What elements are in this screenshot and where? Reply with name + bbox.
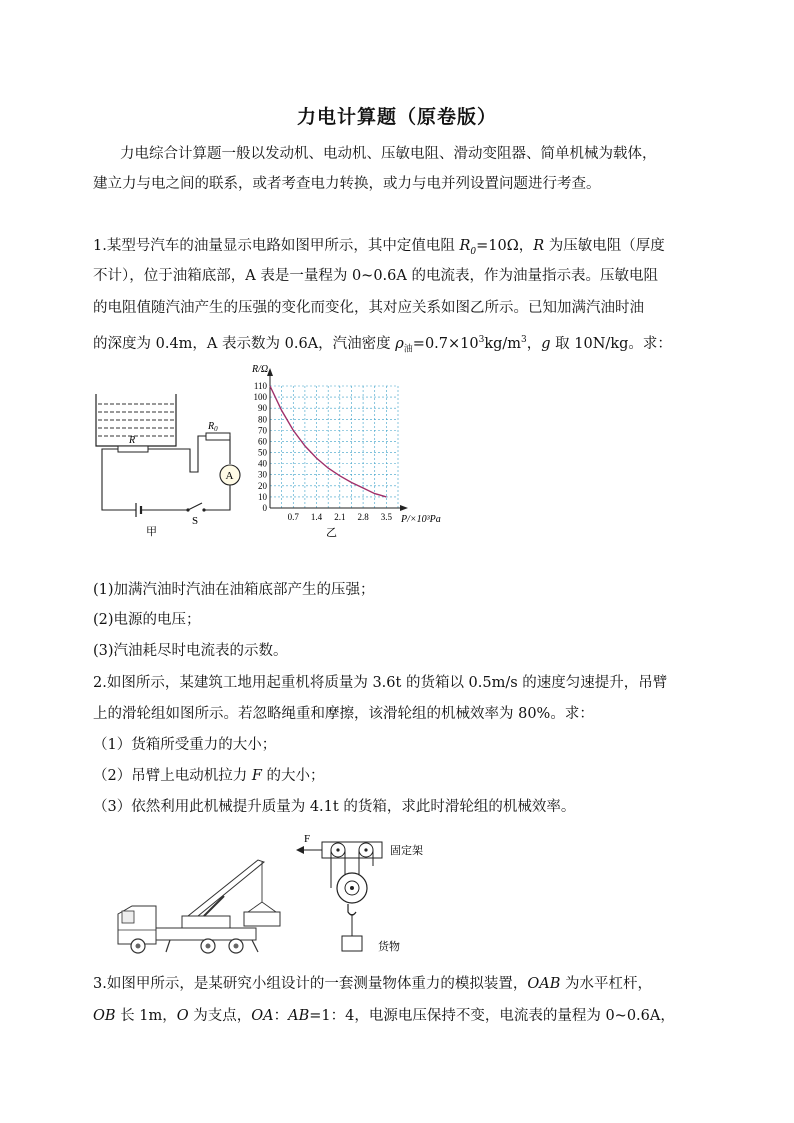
q3-ob-symbol: OB	[93, 1008, 116, 1024]
y-tick-label: 100	[253, 392, 267, 403]
x-tick-label: 3.5	[380, 512, 392, 522]
q3-text: 3.如图甲所示，是某研究小组设计的一套测量物体重力的模拟装置，	[93, 976, 528, 992]
q2-line-1: 2.如图所示，某建筑工地用起重机将质量为 3.6t 的货箱以 0.5m/s 的速度匀速提升，吊臂	[93, 675, 668, 691]
q1-line-2: 不计），位于油箱底部，A 表是一量程为 0~0.6A 的电流表，作为油量指示表。压敏电阻	[93, 268, 658, 284]
y-tick-label: 10	[258, 491, 267, 502]
q1-line-3: 的电阻值随汽油产生的压强的变化而变化，其对应关系如图乙所示。已知加满汽油时油	[93, 300, 644, 316]
q1-text: kg/m	[484, 335, 522, 352]
fixed-resistor	[206, 433, 230, 440]
q1-line-4	[93, 330, 703, 360]
r0-label: $R_0$	[208, 421, 218, 433]
q3-text: 为支点，	[188, 1008, 252, 1024]
q1-r0-symbol: R	[459, 238, 471, 254]
figure-jia-caption: 甲	[146, 526, 157, 538]
q1-text: ，	[526, 335, 542, 352]
cargo-box	[244, 912, 280, 926]
chart-axes	[267, 368, 408, 511]
q2-sub-2	[93, 766, 703, 786]
ammeter-label: A	[225, 470, 234, 482]
q2-f-symbol: F	[251, 768, 262, 784]
switch-icon	[188, 503, 202, 510]
pulley-figure	[294, 826, 424, 956]
switch-label: S	[192, 515, 199, 527]
q1-g-symbol: g	[541, 335, 551, 352]
q1-rho-sub: 油	[403, 344, 413, 355]
q3-line-2	[93, 1006, 703, 1026]
q1-sup: 3	[521, 335, 527, 345]
y-tick-label: 80	[258, 414, 267, 425]
q1-text: =10Ω，	[476, 238, 534, 254]
x-tick-label: 2.1	[334, 512, 346, 522]
crane-boom	[188, 860, 264, 916]
intro-line-1: 力电综合计算题一般以发动机、电动机、压敏电阻、滑动变阻器、简单机械为载体，	[120, 146, 657, 162]
intro-line-2: 建立力与电之间的联系，或者考查电力转换，或力与电并列设置问题进行考查。	[93, 176, 601, 192]
q3-text: =1：4，电源电压保持不变，电流表的量程为 0~0.6A，	[309, 1008, 675, 1024]
q1-line-1	[93, 236, 703, 262]
chart-ticks	[254, 381, 393, 522]
x-tick-label: 1.4	[310, 512, 323, 522]
q1-sub-3: (3)汽油耗尽时电流表的示数。	[93, 643, 288, 659]
circuit-figure	[88, 382, 248, 542]
force-label: F	[304, 833, 311, 845]
cargo-block	[342, 936, 362, 951]
q1-text: 取 10N/kg。求：	[550, 335, 672, 352]
q2-text: （2）吊臂上电动机拉力	[93, 768, 252, 784]
q1-rho-symbol: ρ	[395, 335, 404, 352]
q1-r-symbol: R	[533, 238, 545, 254]
q3-text: ：	[273, 1008, 289, 1024]
x-axis-arrow	[400, 505, 408, 511]
q3-o-symbol: O	[176, 1008, 189, 1024]
q2-line-2: 上的滑轮组如图所示。若忽略绳重和摩擦，该滑轮组的机械效率为 80%。求：	[93, 706, 594, 722]
q1-text: 的深度为 0.4m，A 表示数为 0.6A，汽油密度	[93, 335, 396, 352]
y-tick-label: 20	[258, 480, 267, 491]
pressure-resistor	[118, 446, 148, 452]
figure-yi-caption: 乙	[326, 527, 337, 539]
q1-sub-1: (1)加满汽油时汽油在油箱底部产生的压强；	[93, 582, 375, 598]
r-label: R	[129, 435, 136, 446]
y-tick-label: 50	[258, 447, 267, 458]
q1-text: =0.7×10	[412, 335, 479, 352]
chart-grid	[270, 386, 398, 508]
crane-figure	[112, 856, 292, 956]
y-tick-label: 110	[253, 381, 267, 391]
x-tick-label: 0.7	[287, 512, 299, 522]
y-tick-label: 90	[258, 403, 267, 414]
q3-oab-symbol: OAB	[527, 976, 561, 992]
q2-sub-1: （1）货箱所受重力的大小；	[93, 737, 277, 753]
q3-ab-symbol: AB	[288, 1008, 310, 1024]
q2-text: 的大小；	[261, 768, 325, 784]
y-tick-label: 30	[258, 469, 267, 480]
q3-oa-symbol: OA	[251, 1008, 274, 1024]
y-tick-label: 60	[258, 436, 267, 447]
y-tick-label: 0	[262, 503, 267, 513]
q1-r0-sub: 0	[470, 246, 477, 257]
cargo-label: 货物	[378, 941, 400, 953]
page-title: 力电计算题（原卷版）	[296, 106, 497, 128]
frame-label: 固定架	[390, 845, 423, 857]
y-tick-label: 70	[258, 425, 267, 436]
q3-text: 长 1m，	[115, 1008, 177, 1024]
q1-text: 1.某型号汽车的油量显示电路如图甲所示，其中定值电阻	[93, 238, 460, 254]
q3-line-1	[93, 974, 703, 994]
q3-text: 为水平杠杆，	[560, 976, 652, 992]
y-tick-label: 40	[258, 458, 267, 469]
x-axis-label: P/×10³Pa	[401, 514, 441, 525]
q2-sub-3: （3）依然利用此机械提升质量为 4.1t 的货箱，求此时滑轮组的机械效率。	[93, 799, 576, 815]
q1-sub-2: (2)电源的电压；	[93, 612, 201, 628]
q1-sup: 3	[478, 335, 485, 345]
resistance-pressure-chart	[248, 360, 463, 540]
x-tick-label: 2.8	[357, 512, 369, 522]
y-axis-label: R/Ω	[252, 364, 269, 375]
q1-text: 为压敏电阻（厚度	[544, 238, 665, 254]
